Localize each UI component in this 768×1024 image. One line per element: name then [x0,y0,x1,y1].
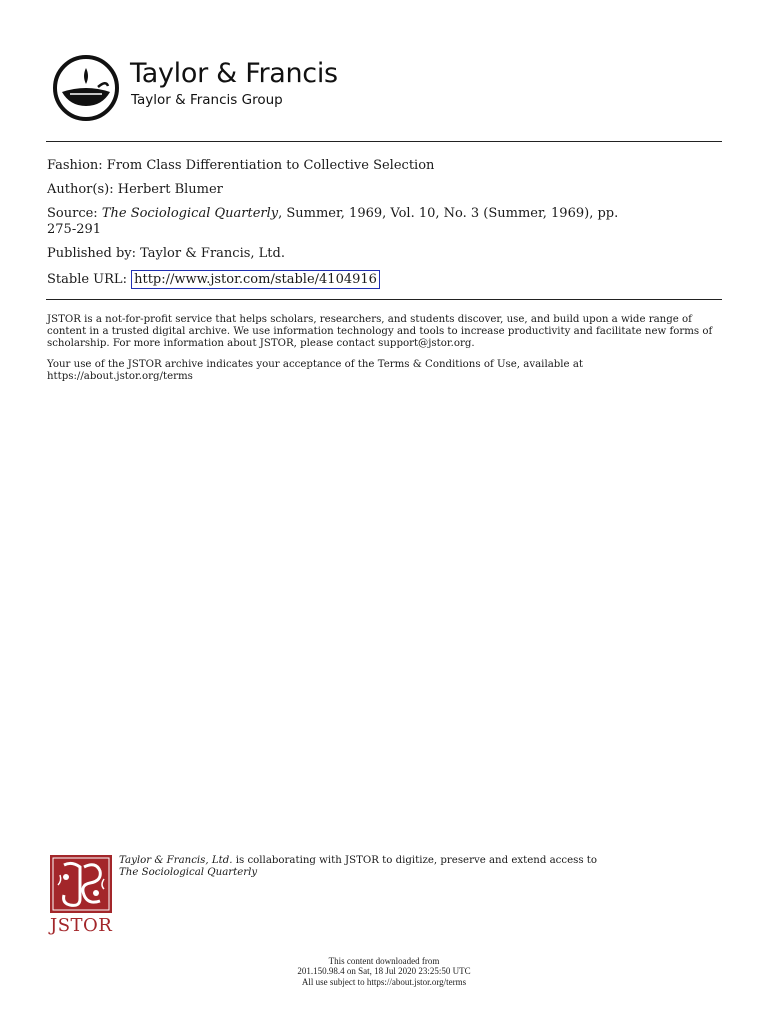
author-label: Author(s): [47,182,114,197]
collab-publisher: Taylor & Francis, Ltd. [119,855,233,866]
source-details: , Summer, 1969, Vol. 10, No. 3 (Summer, 1969), pp. [278,206,619,221]
top-divider [46,141,722,142]
source-label: Source: [47,206,98,221]
jstor-logo [50,855,114,937]
oil-lamp-icon [52,54,120,122]
article-metadata [47,158,717,297]
jstor-seal-icon [50,855,112,913]
journal-name: The Sociological Quarterly [101,206,279,221]
source-line [47,206,717,238]
publisher-logo [52,52,352,122]
publisher-value: Taylor & Francis, Ltd. [140,246,285,261]
article-title: Fashion: From Class Differentiation to Collective Selection [47,158,435,173]
download-footer [0,956,768,987]
jstor-notice [47,314,719,393]
stable-url-line [47,270,717,289]
bottom-divider [46,299,722,300]
stable-url-label: Stable URL: [47,272,127,287]
page-range: 275-291 [47,222,102,237]
collab-journal: The Sociological Quarterly [119,867,258,878]
publisher-name: Taylor & Francis [130,58,338,89]
collab-text: is collaborating with JSTOR to digitize, preserve and extend access to [232,855,598,866]
notice-paragraph-about: JSTOR is a not-for-profit service that helps scholars, researchers, and students discover, use, and build upon a wide range of content in a trusted digital archive. We use information technology and tools to increase productivity and facilitate new forms of scholarship. For more information about JSTOR, please contact support@jstor.org. [47,314,713,349]
collaboration-statement [119,855,719,879]
notice-paragraph-terms: Your use of the JSTOR archive indicates your acceptance of the Terms & Conditions of Use, available at https://about.jstor.org/terms [47,359,583,383]
stable-url-link[interactable]: http://www.jstor.com/stable/4104916 [131,270,380,289]
publisher-label: Published by: [47,246,136,261]
download-terms-line: All use subject to https://about.jstor.org/terms [301,976,467,987]
download-ip-line: 201.150.98.4 on Sat, 18 Jul 2020 23:25:50 UTC [297,966,471,977]
publisher-line [47,246,717,262]
author-name: Herbert Blumer [117,182,223,197]
download-line: This content downloaded from [328,956,440,966]
jstor-wordmark: JSTOR [50,915,113,936]
publisher-group: Taylor & Francis Group [131,92,283,108]
author-line [47,182,717,198]
